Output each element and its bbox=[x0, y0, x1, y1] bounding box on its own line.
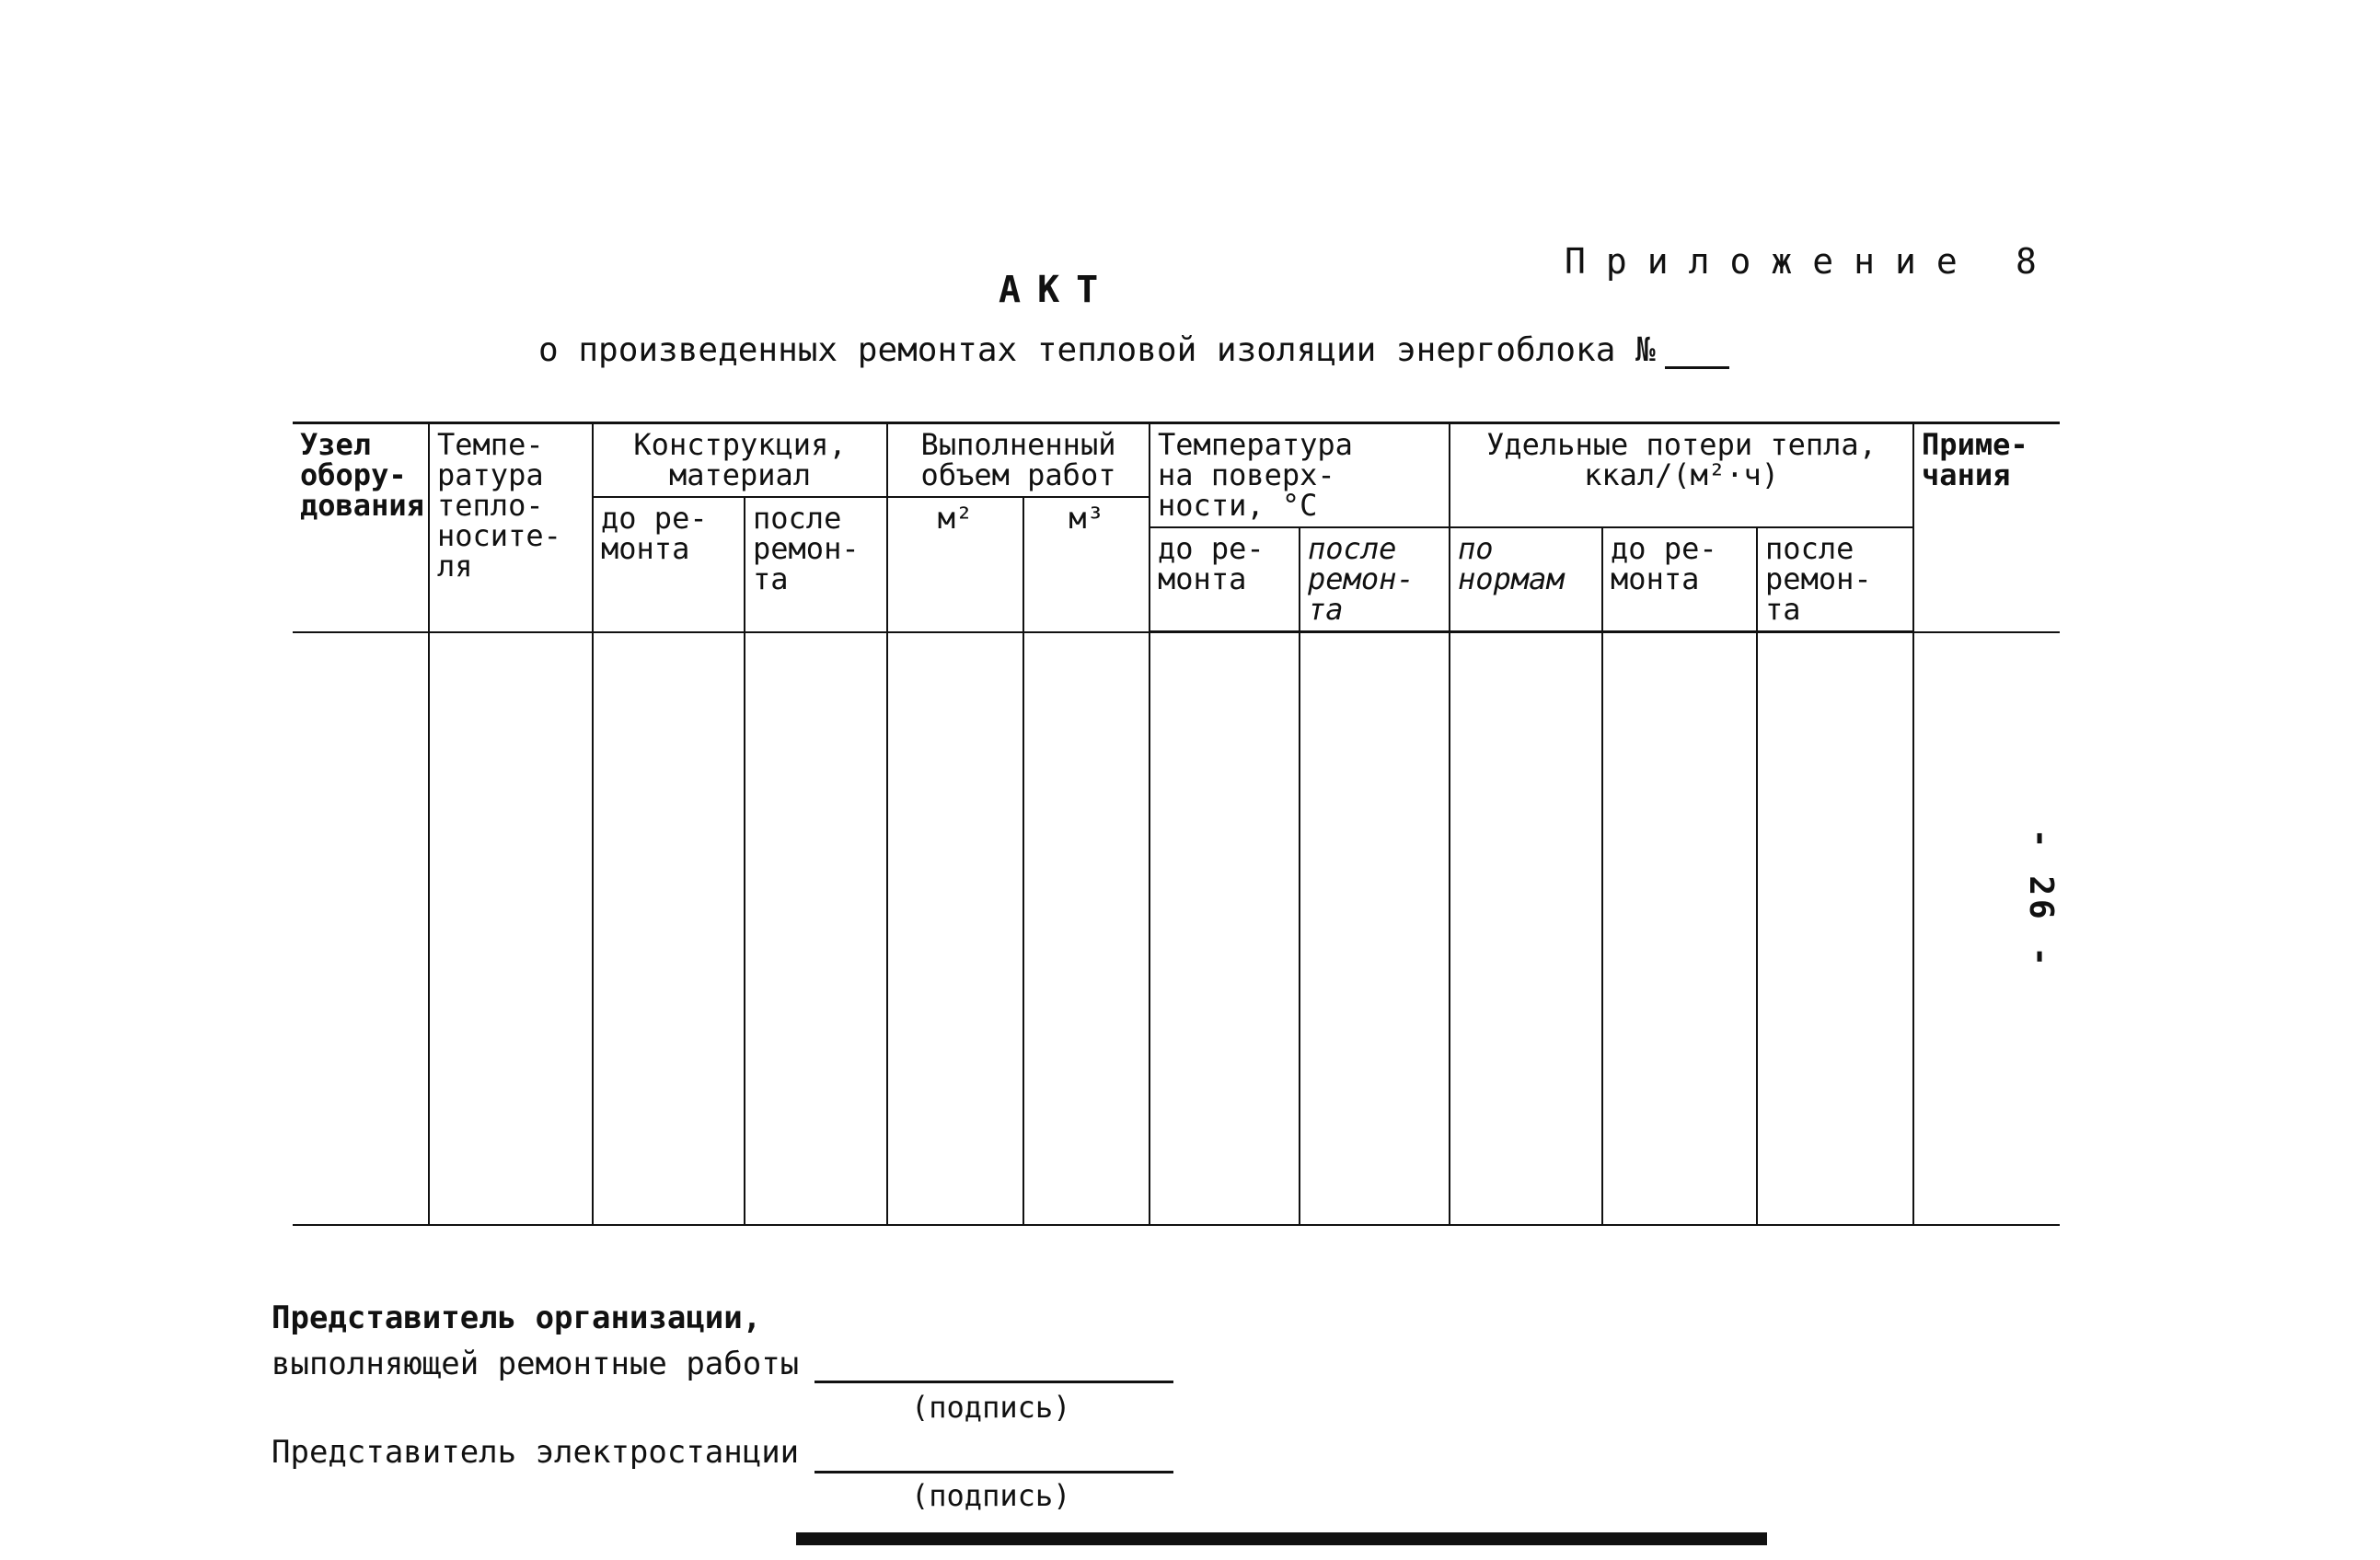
bottom-rule bbox=[796, 1532, 1767, 1545]
col-heat-loss-after: после ремон- та bbox=[1757, 527, 1913, 632]
col-heat-loss: Удельные потери тепла, ккал/(м²·ч) bbox=[1450, 423, 1913, 528]
col-equipment-unit: Узел обору- дования bbox=[293, 423, 429, 632]
body-cell bbox=[1450, 632, 1602, 1226]
signature-line-station bbox=[815, 1471, 1173, 1473]
body-cell bbox=[887, 632, 1023, 1226]
col-heat-loss-norm: по нормам bbox=[1450, 527, 1602, 632]
col-construction-after: после ремон- та bbox=[745, 497, 887, 632]
col-heat-loss-before: до ре- монта bbox=[1602, 527, 1757, 632]
body-cell bbox=[293, 632, 429, 1226]
body-cell bbox=[1602, 632, 1757, 1226]
col-surface-after: после ремон- та bbox=[1300, 527, 1450, 632]
signature-caption-2: (подпись) bbox=[911, 1478, 1071, 1513]
appendix-label: Приложение bbox=[1565, 241, 1978, 282]
repair-act-table bbox=[293, 422, 2060, 1226]
col-construction-before: до ре- монта bbox=[593, 497, 745, 632]
header-row-1 bbox=[293, 423, 2060, 498]
body-cell bbox=[745, 632, 887, 1226]
col-construction-material: Конструкция, материал bbox=[593, 423, 887, 498]
document-title: АКТ bbox=[999, 269, 1115, 311]
col-notes: Приме- чания bbox=[1913, 423, 2060, 632]
col-volume-m3: м³ bbox=[1023, 497, 1150, 632]
body-cell bbox=[429, 632, 593, 1226]
body-cell bbox=[1023, 632, 1150, 1226]
col-work-volume: Выполненный объем работ bbox=[887, 423, 1150, 498]
body-cell bbox=[593, 632, 745, 1226]
rep-org-line2: выполняющей ремонтные работы bbox=[272, 1346, 800, 1382]
document-subtitle bbox=[538, 331, 1729, 369]
body-cell bbox=[1300, 632, 1450, 1226]
appendix-number: 8 bbox=[2016, 241, 2037, 282]
page-number: - 26 - bbox=[2022, 828, 2060, 971]
subtitle-text: о произведенных ремонтах тепловой изоляции энергоблока № bbox=[538, 331, 1656, 369]
col-coolant-temperature: Темпе- ратура тепло- носите- ля bbox=[429, 423, 593, 632]
unit-number-blank bbox=[1665, 339, 1729, 369]
col-surface-before: до ре- монта bbox=[1150, 527, 1300, 632]
body-cell bbox=[1150, 632, 1300, 1226]
body-cell bbox=[1757, 632, 1913, 1226]
col-volume-m2: м² bbox=[887, 497, 1023, 632]
signature-line-org bbox=[815, 1381, 1173, 1383]
col-surface-temperature: Температура на поверх- ности, °С bbox=[1150, 423, 1450, 528]
rep-station: Представитель электростанции bbox=[272, 1434, 800, 1471]
signature-caption-1: (подпись) bbox=[911, 1390, 1071, 1425]
rep-org-line1: Представитель организации, bbox=[272, 1300, 762, 1336]
table-body-row bbox=[293, 632, 2060, 1226]
